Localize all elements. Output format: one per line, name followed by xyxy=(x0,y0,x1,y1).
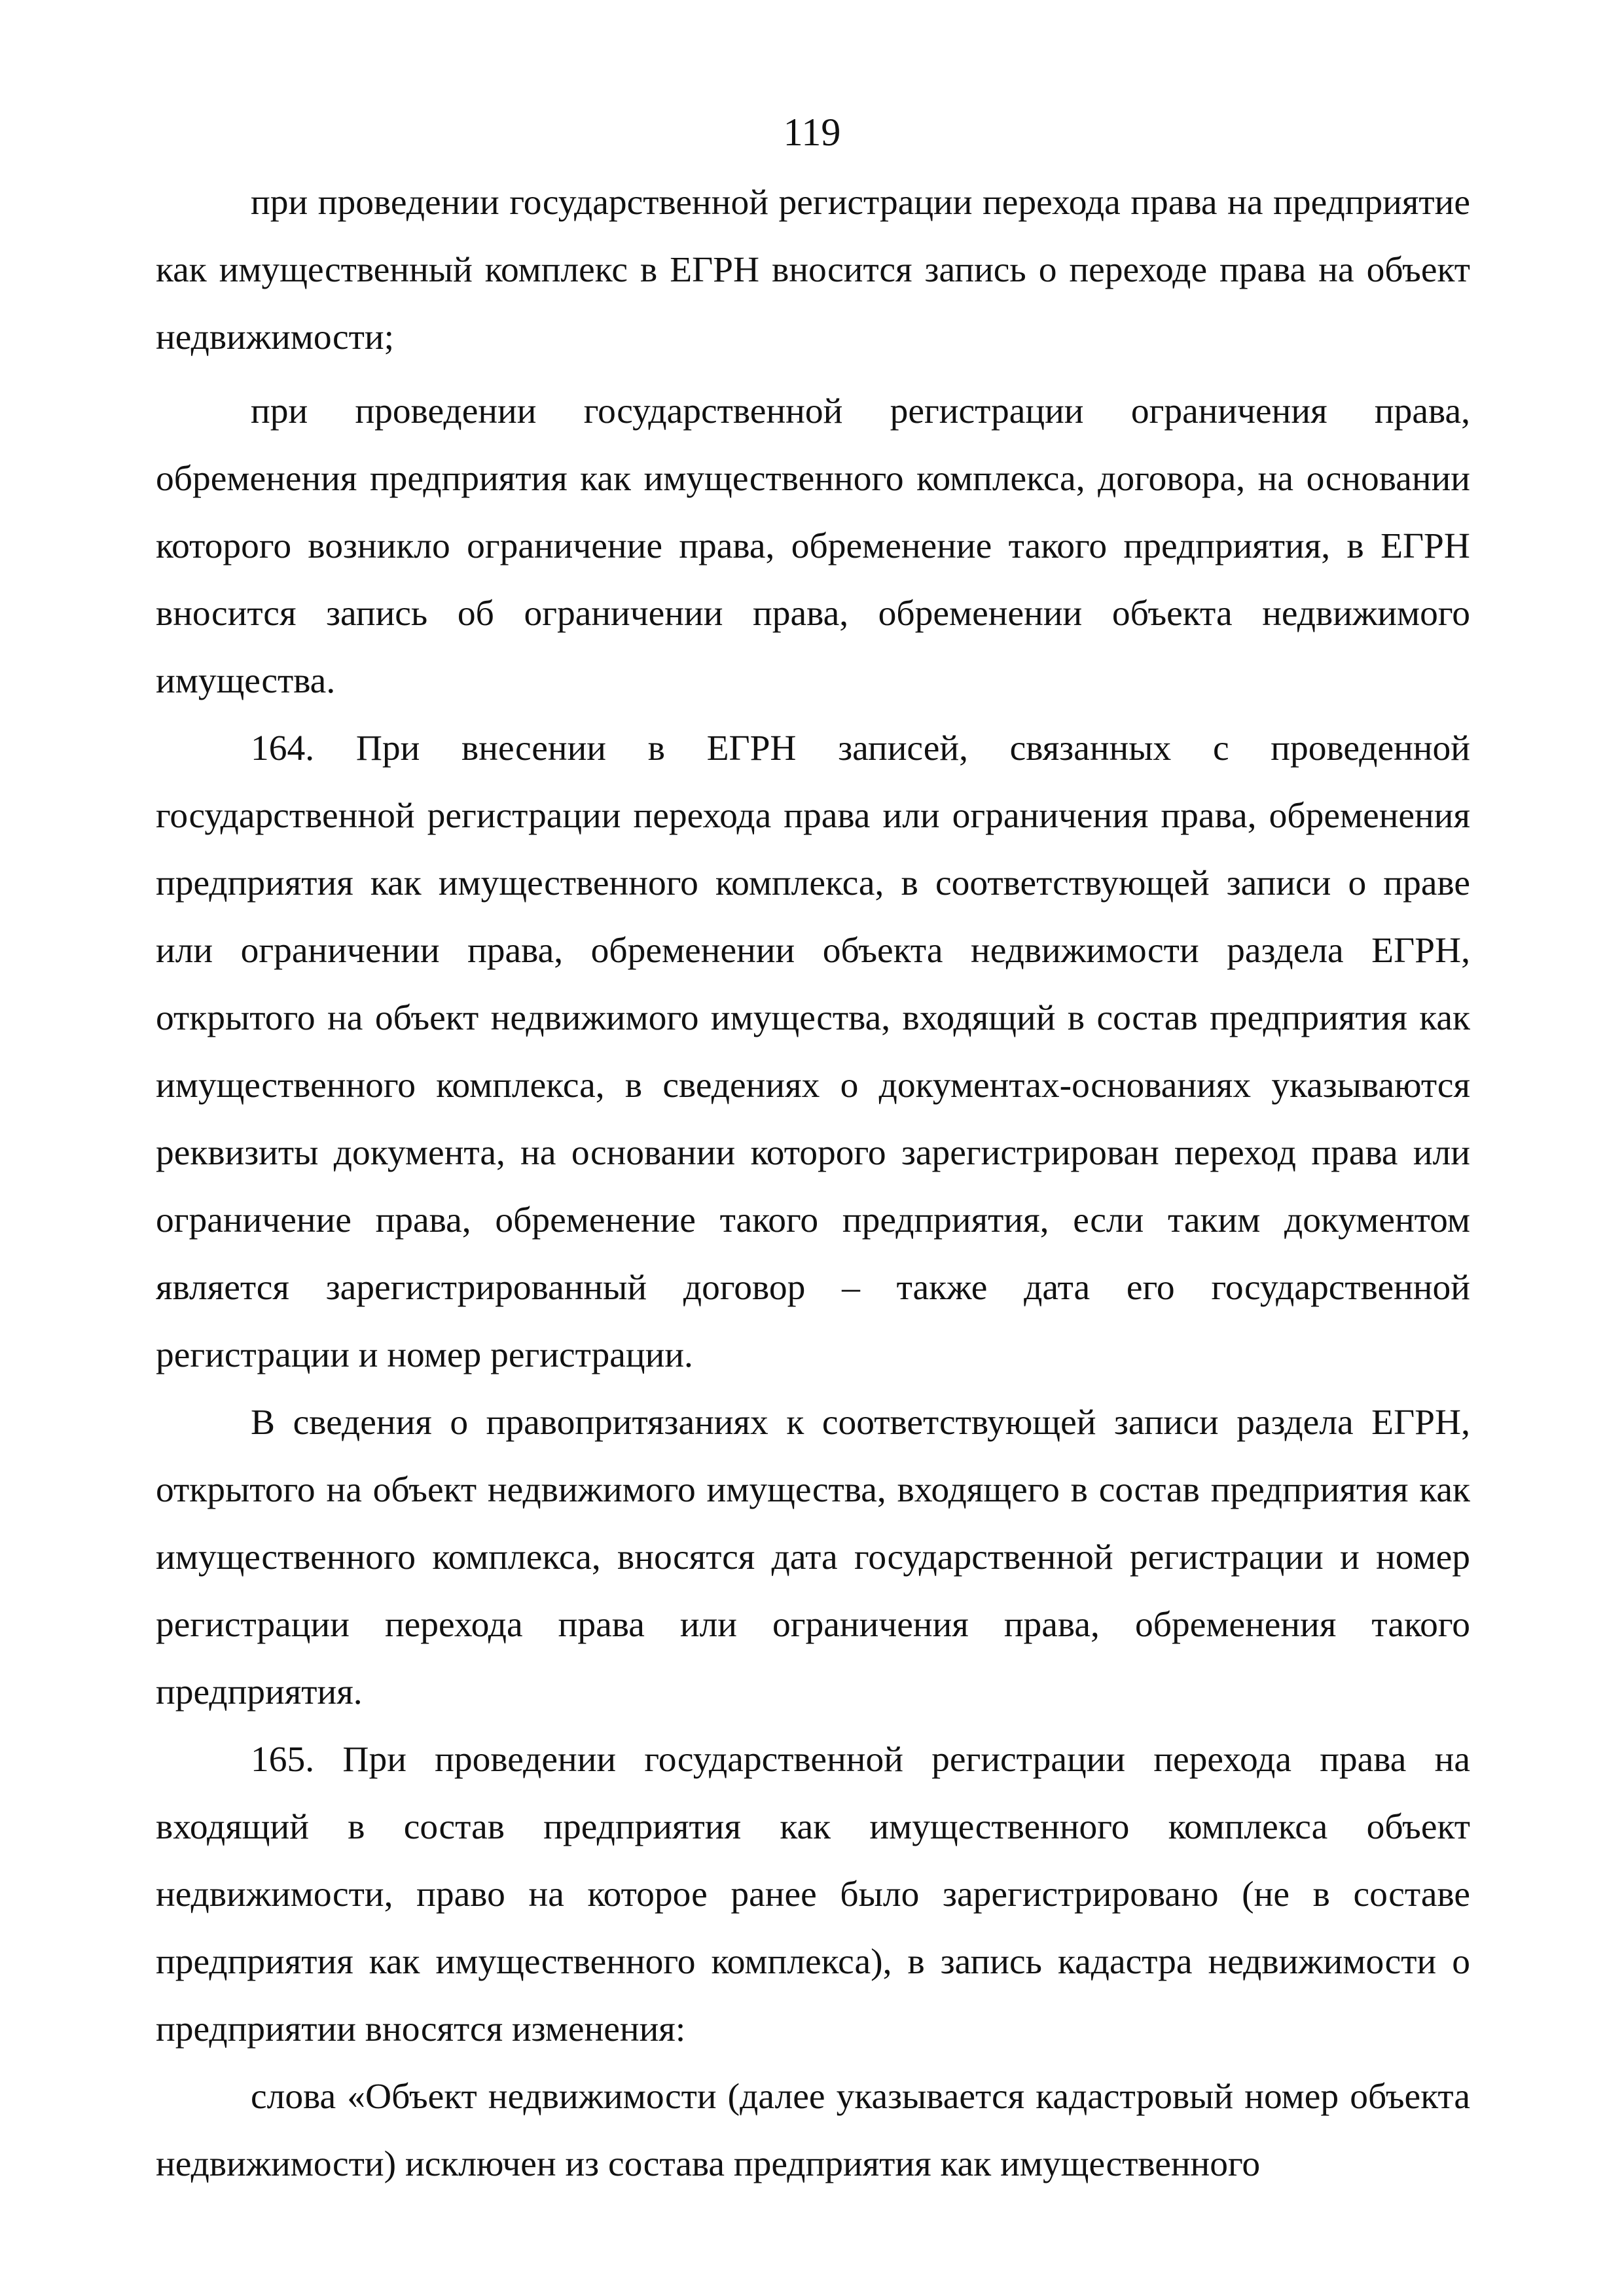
paragraph-3: 164. При внесении в ЕГРН записей, связанных с проведенной государственной регистрации перехода права или ограничения права, обременения предприятия как имущественного комплекса, в соответствующей записи о праве или ограничении права, обременении объекта недвижимости раздела ЕГРН, открытого на объект недвижимого имущества, входящий в состав предприятия как имущественного комплекса, в сведениях о документах-основаниях указываются реквизиты документа, на основании которого зарегистрирован переход права или ограничение права, обременение такого предприятия, если таким документом является зарегистрированный договор – также дата его государственной регистрации и номер регистрации. xyxy=(156,728,1470,1375)
page-number: 119 xyxy=(783,111,841,154)
paragraph-5: 165. При проведении государственной регистрации перехода права на входящий в состав предприятия как имущественного комплекса объект недвижимости, право на которое ранее было зарегистрировано (не в составе предприятия как имущественного комплекса), в запись кадастра недвижимости о предприятии вносятся изменения: xyxy=(156,1740,1470,2049)
paragraph-1: при проведении государственной регистрации перехода права на предприятие как имущественный комплекс в ЕГРН вносится запись о переходе права на объект недвижимости; xyxy=(156,183,1470,357)
paragraph-4: В сведения о правопритязаниях к соответствующей записи раздела ЕГРН, открытого на объект недвижимого имущества, входящего в состав предприятия как имущественного комплекса, вносятся дата государственной регистрации и номер регистрации перехода права или ограничения права, обременения такого предприятия. xyxy=(156,1403,1470,1712)
paragraph-2: при проведении государственной регистрации ограничения права, обременения предприятия как имущественного комплекса, договора, на основании которого возникло ограничение права, обременение такого предприятия, в ЕГРН вносится запись об ограничении права, обременении объекта недвижимого имущества. xyxy=(156,391,1470,701)
paragraph-6: слова «Объект недвижимости (далее указывается кадастровый номер объекта недвижимости) исключен из состава предприятия как имущественного xyxy=(156,2077,1470,2184)
document-body xyxy=(156,169,1470,2198)
